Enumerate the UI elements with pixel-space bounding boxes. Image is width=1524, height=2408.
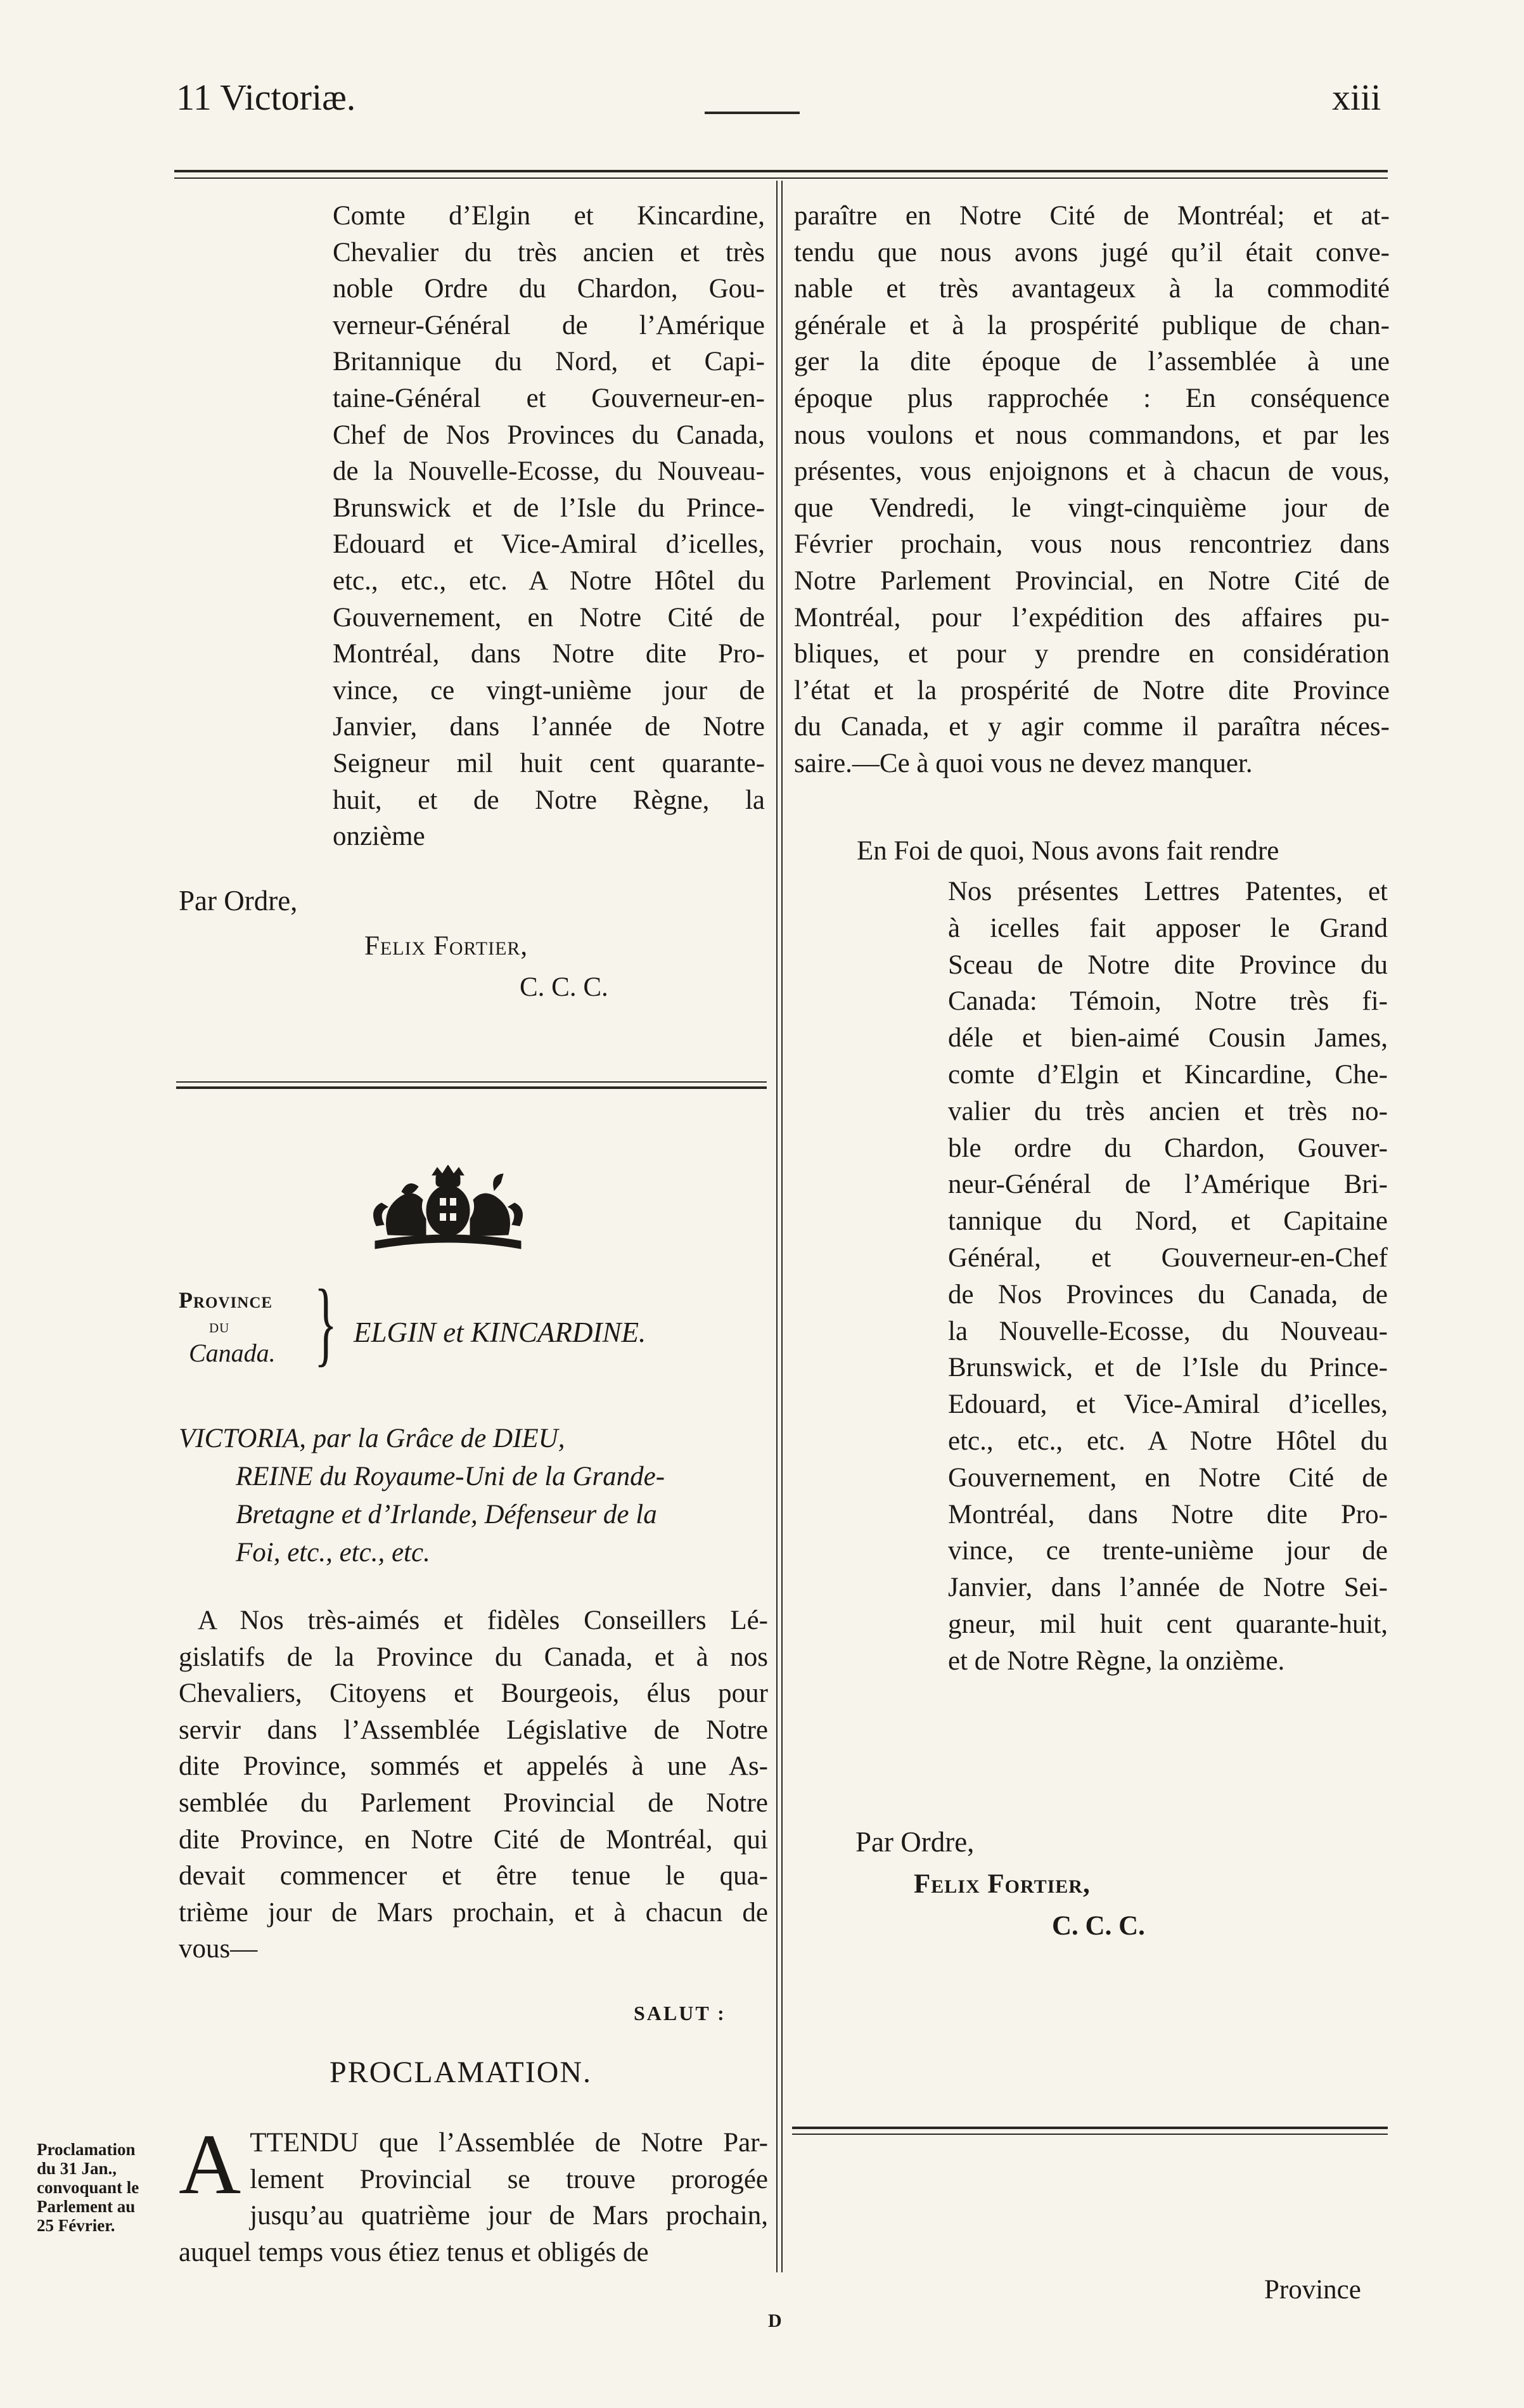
en-foi-line: neur-Général de l’Amérique Bri- [948,1169,1388,1200]
governor-heading: ELGIN et KINCARDINE. [354,1317,646,1348]
en-foi-line: gneur, mil huit cent quarante-huit, [948,1609,1388,1639]
left-line: de la Nouvelle-Ecosse, du Nouveau- [333,456,765,487]
right-signer-title: C. C. C. [1052,1911,1145,1941]
left-line: Montréal, dans Notre dite Pro- [333,639,765,669]
right-continuation [794,198,1390,782]
right-line: Montréal, pour l’expédition des affaires pu- [794,602,1390,633]
en-foi-first-line: En Foi de quoi, Nous avons fait rendre [857,836,1279,866]
en-foi-paragraph [948,873,1388,1680]
left-rule-b [176,1086,767,1089]
brace-glyph: } [314,1270,337,1375]
right-line: du Canada, et y agir comme il paraîtra néces- [794,712,1390,742]
catchword: Province [1264,2275,1361,2305]
margin-note [37,2140,170,2235]
left-line: Brunswick et de l’Isle du Prince- [333,493,765,523]
royal-coat-of-arms-icon [362,1165,534,1252]
en-foi-line: Montréal, dans Notre dite Pro- [948,1499,1388,1529]
attendu-line: lement Provincial se trouve prorogée [250,2164,768,2194]
en-foi-line: Edouard, et Vice-Amiral d’icelles, [948,1389,1388,1420]
address-line: dite Province, en Notre Cité de Montréal, qui [179,1824,768,1855]
column-divider-a [776,181,778,2272]
right-line: que Vendredi, le vingt-cinquième jour de [794,493,1390,523]
en-foi-line: Janvier, dans l’année de Notre Sei- [948,1573,1388,1603]
margin-note-line: du 31 Jan., [37,2159,117,2178]
en-foi-line: vince, ce trente-unième jour de [948,1536,1388,1566]
left-line: Comte d’Elgin et Kincardine, [333,201,765,231]
header-dash [705,112,800,114]
en-foi-line: à icelles fait apposer le Grand [948,913,1388,943]
en-foi-line: Sceau de Notre dite Province du [948,950,1388,980]
right-line: ger la dite époque de l’assemblée à une [794,347,1390,377]
right-signer: Felix Fortier, [914,1869,1091,1899]
header-rule-bottom [174,177,1388,179]
right-line: époque plus rapprochée : En conséquence [794,383,1390,413]
en-foi-line: comte d’Elgin et Kincardine, Che- [948,1059,1388,1090]
right-line: nous voulons et nous commandons, et par les [794,420,1390,450]
victoria-line: REINE du Royaume-Uni de la Grande- [236,1462,665,1491]
left-line: taine-Général et Gouverneur-en- [333,383,765,413]
left-line: Chevalier du très ancien et très [333,237,765,267]
attendu-line: auquel temps vous étiez tenus et obligés de [179,2237,649,2267]
left-continuation [333,198,765,855]
province-label-line2: du [209,1316,230,1337]
en-foi-line: Général, et Gouverneur-en-Chef [948,1242,1388,1273]
margin-note-line: Parlement au [37,2197,136,2216]
right-line: l’état et la prospérité de Notre dite Province [794,675,1390,705]
left-line: etc., etc., etc. A Notre Hôtel du [333,565,765,596]
left-signer-title: C. C. C. [520,972,608,1002]
right-par-ordre: Par Ordre, [855,1826,975,1858]
en-foi-line: Gouvernement, en Notre Cité de [948,1462,1388,1493]
right-line: paraître en Notre Cité de Montréal; et at- [794,201,1390,231]
en-foi-line: ble ordre du Chardon, Gouver- [948,1133,1388,1163]
en-foi-line: Canada: Témoin, Notre très fi- [948,986,1388,1017]
right-line: Notre Parlement Provincial, en Notre Cité de [794,565,1390,596]
left-line: vince, ce vingt-unième jour de [333,675,765,705]
en-foi-line: Nos présentes Lettres Patentes, et [948,877,1388,906]
drop-cap: A [179,2117,241,2212]
address-line: gislatifs de la Province du Canada, et à nos [179,1642,768,1672]
running-head-title: 11 Victoriæ. [176,77,356,118]
en-foi-line: et de Notre Règne, la onzième. [948,1645,1285,1676]
right-rule-a [792,2127,1388,2129]
left-line: huit, et de Notre Règne, la [333,785,765,815]
province-label [179,1287,276,1367]
address-line: A Nos très-aimés et fidèles Conseillers Lé- [198,1606,768,1635]
victoria-title [179,1420,768,1572]
margin-note-line: 25 Février. [37,2216,115,2235]
right-line: générale et à la prospérité publique de chan- [794,310,1390,340]
right-line: nable et très avantageux à la commodité [794,274,1390,304]
province-label-line1: Province [179,1287,273,1313]
right-line: bliques, et pour y prendre en considération [794,639,1390,669]
en-foi-line: Brunswick, et de l’Isle du Prince- [948,1353,1388,1383]
left-line: Chef de Nos Provinces du Canada, [333,420,765,450]
left-line: Britannique du Nord, et Capi- [333,347,765,377]
header-rule-top [174,170,1388,172]
en-foi-line: la Nouvelle-Ecosse, du Nouveau- [948,1316,1388,1346]
right-line: tendu que nous avons jugé qu’il était conve- [794,237,1390,267]
right-line: saire.—Ce à quoi vous ne devez manquer. [794,748,1253,778]
left-line: verneur-Général de l’Amérique [333,310,765,340]
left-line: Edouard et Vice-Amiral d’icelles, [333,529,765,560]
attendu-block [179,2117,768,2270]
province-label-line3: Canada. [189,1339,276,1367]
right-line: présentes, vous enjoignons et à chacun de vous, [794,456,1390,487]
address-line: Chevaliers, Citoyens et Bourgeois, élus pour [179,1678,768,1709]
salut: SALUT : [634,2002,726,2025]
margin-note-line: convoquant le [37,2178,139,2197]
left-rule-a [176,1081,767,1083]
address-line: semblée du Parlement Provincial de Notre [179,1787,768,1818]
left-signer: Felix Fortier, [364,931,528,961]
en-foi-line: de Nos Provinces du Canada, de [948,1279,1388,1310]
column-divider-b [781,181,783,2272]
en-foi-line: tannique du Nord, et Capitaine [948,1206,1388,1237]
victoria-line: Foi, etc., etc., etc. [236,1538,430,1568]
signature-mark: D [768,2310,782,2331]
right-line: Février prochain, vous nous rencontriez dans [794,529,1390,560]
attendu-text [179,2117,768,2270]
address-line: devait commencer et être tenue le qua- [179,1861,768,1891]
left-line: onzième [333,821,425,852]
address-line: trième jour de Mars prochain, et à chacun de [179,1897,768,1928]
en-foi-line: déle et bien-aimé Cousin James, [948,1023,1388,1053]
victoria-line: Bretagne et d’Irlande, Défenseur de la [236,1500,657,1529]
left-par-ordre: Par Ordre, [179,885,298,917]
attendu-line: jusqu’au quatrième jour de Mars prochain, [250,2201,768,2231]
left-line: Seigneur mil huit cent quarante- [333,748,765,778]
proclamation-title: PROCLAMATION. [330,2056,592,2089]
address-line: dite Province, sommés et appelés à une As- [179,1751,768,1782]
address-line: vous— [179,1934,258,1964]
left-line: noble Ordre du Chardon, Gou- [333,274,765,304]
attendu-line: TTENDU que l’Assemblée de Notre Par- [250,2128,768,2158]
address-paragraph [179,1602,768,1967]
margin-note-line: Proclamation [37,2140,136,2159]
en-foi-line: valier du très ancien et très no- [948,1096,1388,1126]
right-rule-b [792,2134,1388,2135]
page-number: xiii [1332,77,1381,118]
address-line: servir dans l’Assemblée Législative de Notre [179,1715,768,1745]
en-foi-line: etc., etc., etc. A Notre Hôtel du [948,1426,1388,1456]
left-line: Gouvernement, en Notre Cité de [333,602,765,633]
left-line: Janvier, dans l’année de Notre [333,712,765,742]
victoria-line: VICTORIA, par la Grâce de DIEU, [179,1424,565,1453]
